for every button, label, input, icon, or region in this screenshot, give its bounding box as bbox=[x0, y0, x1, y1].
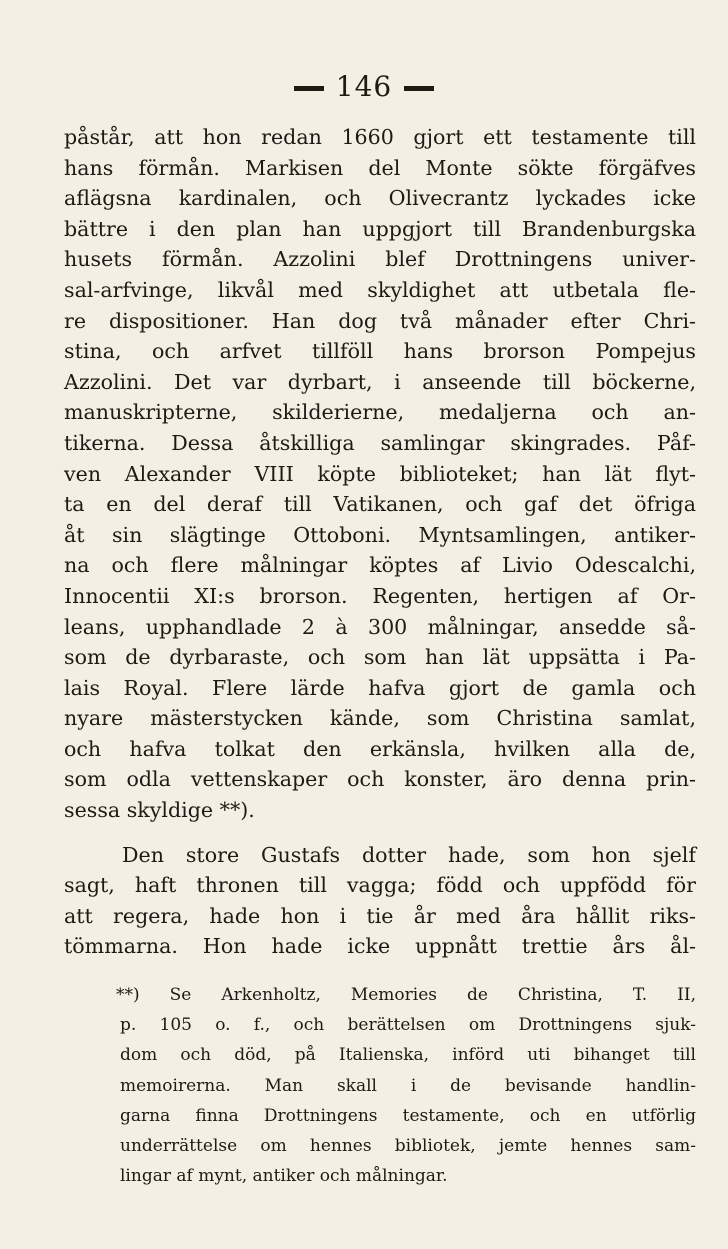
text-line: aflägsna kardinalen, och Olivecrantz lyckades icke bbox=[64, 186, 696, 211]
main-text bbox=[64, 122, 696, 962]
text-line: sagt, haft thronen till vagga; född och uppfödd för bbox=[64, 873, 696, 898]
text-line: na och flere målningar köptes af Livio Odescalchi, bbox=[64, 553, 696, 578]
text-line: att regera, hade hon i tie år med åra hållit riks- bbox=[64, 903, 696, 928]
text-line: nyare mästerstycken kände, som Christina samlat, bbox=[64, 706, 696, 731]
footnote-line: p. 105 o. f., och berättelsen om Drottningens sjuk- bbox=[120, 1015, 696, 1036]
text-line: leans, upphandlade 2 à 300 målningar, ansedde så- bbox=[64, 614, 696, 639]
footnote-line: **) Se Arkenholtz, Memories de Christina, T. II, bbox=[116, 985, 696, 1005]
text-line: och hafva tolkat den erkänsla, hvilken alla de, bbox=[64, 736, 696, 761]
text-line: sessa skyldige **). bbox=[64, 798, 255, 823]
footnote-line: memoirerna. Man skall i de bevisande handlin- bbox=[120, 1075, 696, 1096]
footnote-line: underrättelse om hennes bibliotek, jemte hennes sam- bbox=[120, 1135, 696, 1156]
text-line: manuskripterne, skilderierne, medaljerna och an- bbox=[64, 400, 696, 425]
text-line: tikerna. Dessa åtskilliga samlingar skingrades. Påf- bbox=[64, 430, 696, 455]
text-line: som odla vettenskaper och konster, äro denna prin- bbox=[64, 767, 696, 792]
footnote-line: dom och död, på Italienska, införd uti bihanget till bbox=[120, 1045, 696, 1066]
text-line: lais Royal. Flere lärde hafva gjort de gamla och bbox=[64, 675, 696, 700]
text-line: sal-arfvinge, likvål med skyldighet att utbetala fle- bbox=[64, 277, 696, 302]
text-line: påstår, att hon redan 1660 gjort ett testamente till bbox=[64, 125, 696, 149]
page-header bbox=[0, 70, 728, 103]
text-line: som de dyrbaraste, och som han lät uppsätta i Pa- bbox=[64, 645, 696, 670]
text-line: ta en del deraf till Vatikanen, och gaf det öfriga bbox=[64, 492, 696, 517]
text-line: Den store Gustafs dotter hade, som hon sjelf bbox=[122, 842, 696, 867]
text-line: hans förmån. Markisen del Monte sökte förgäfves bbox=[64, 155, 696, 180]
text-line: åt sin slägtinge Ottoboni. Myntsamlingen, antiker- bbox=[64, 522, 696, 547]
text-line: ven Alexander VIII köpte biblioteket; han lät flyt- bbox=[64, 461, 696, 486]
footnote bbox=[116, 980, 696, 1191]
text-line: tömmarna. Hon hade icke uppnått trettie års ål- bbox=[64, 934, 696, 959]
footnote-line: lingar af mynt, antiker och målningar. bbox=[120, 1166, 448, 1187]
page-number: 146 bbox=[335, 70, 393, 103]
text-line: husets förmån. Azzolini blef Drottningens univer- bbox=[64, 247, 696, 272]
header-dash-right bbox=[404, 86, 434, 91]
text-line: stina, och arfvet tillföll hans brorson Pompejus bbox=[64, 339, 696, 364]
text-line: bättre i den plan han uppgjort till Brandenburgska bbox=[64, 216, 696, 241]
paragraph-2 bbox=[64, 840, 696, 962]
header-dash-left bbox=[294, 86, 324, 91]
text-line: Innocentii XI:s brorson. Regenten, hertigen af Or- bbox=[64, 583, 696, 608]
text-line: Azzolini. Det var dyrbart, i anseende till böckerne, bbox=[64, 369, 696, 394]
footnote-line: garna finna Drottningens testamente, och en utförlig bbox=[120, 1105, 696, 1126]
paragraph-1 bbox=[64, 122, 696, 826]
text-line: re dispositioner. Han dog två månader efter Chri- bbox=[64, 308, 696, 333]
